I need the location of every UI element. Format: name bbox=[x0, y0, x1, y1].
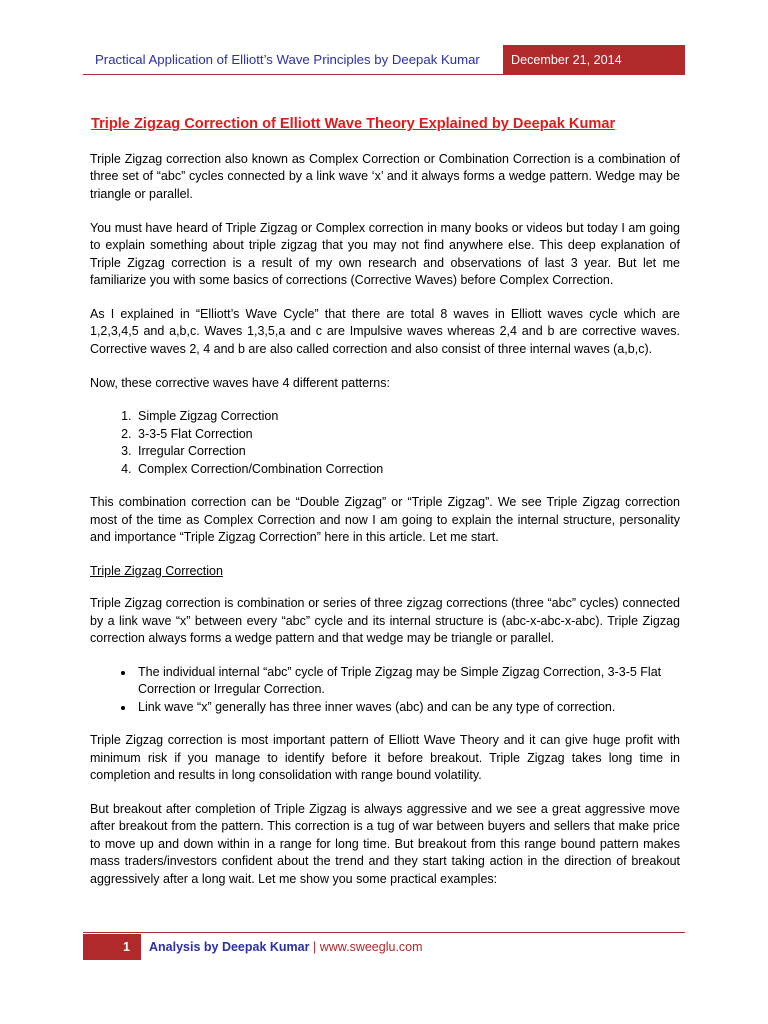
paragraph-breakout: But breakout after completion of Triple Zigzag is always aggressive and we see a great aggressive move after breakout from the pattern. This correction is a tug of war between buyers and sellers that make price to move up and down within in a range for long time. But breakout from this range bound pattern makes mass traders/investors confident about the trend and they start taking action in the direction of breakout aggressively after a long wait. Let me show you some practical examples: bbox=[90, 801, 680, 886]
paragraph-research: You must have heard of Triple Zigzag or Complex correction in many books or videos but today I am going to explain something about triple zigzag that you may not find anywhere else. This deep explanation of Triple Zigzag correction is a result of my own research and observations of last 3 year. But let me familiarize you with some basics of corrections (Corrective Waves) before Complex Correction. bbox=[90, 220, 680, 287]
paragraph-wave-cycle: As I explained in “Elliott’s Wave Cycle” that there are total 8 waves in Elliott waves cycle which are 1,2,3,4,5 and a,b,c. Waves 1,3,5,a and c are Impulsive waves whereas 2,4 and b are corrective waves. Corrective waves 2, 4 and b are also called correction and also consist of three internal waves (a,b,c). bbox=[90, 306, 680, 356]
list-item: 1. Simple Zigzag Correction bbox=[135, 408, 680, 425]
list-item: • The individual internal “abc” cycle of Triple Zigzag may be Simple Zigzag Correction, 3-3-5 Flat Correction or Irregular Correction. bbox=[135, 664, 680, 699]
header-date: December 21, 2014 bbox=[503, 45, 685, 75]
footer-link[interactable]: www.sweeglu.com bbox=[319, 940, 423, 954]
page-header bbox=[83, 45, 685, 75]
footer-divider bbox=[83, 932, 685, 933]
list-item: 3. Irregular Correction bbox=[135, 443, 680, 460]
paragraph-combination: This combination correction can be “Double Zigzag” or “Triple Zigzag”. We see Triple Zigzag correction most of the time as Complex Correction and now I am going to explain the internal structure, personality and importance “Triple Zigzag Correction” here in this article. Let me start. bbox=[90, 495, 680, 544]
footer-separator: | bbox=[312, 940, 317, 954]
paragraph-intro: Triple Zigzag correction also known as Complex Correction or Combination Correction is a combination of three set of “abc” cycles connected by a link wave ‘x’ and it always forms a wedge pattern. Wedge may be triangle or parallel. bbox=[90, 152, 680, 201]
list-item: 4. Complex Correction/Combination Correction bbox=[135, 461, 680, 478]
paragraph-patterns-intro: Now, these corrective waves have 4 different patterns: bbox=[90, 375, 390, 390]
header-title: Practical Application of Elliott’s Wave Principles by Deepak Kumar bbox=[83, 45, 503, 75]
article-title: Triple Zigzag Correction of Elliott Wave Theory Explained by Deepak Kumar bbox=[91, 116, 616, 132]
page-number: 1 bbox=[83, 934, 141, 960]
pattern-list bbox=[90, 408, 680, 478]
page-footer bbox=[83, 932, 685, 960]
list-item: 2. 3-3-5 Flat Correction bbox=[135, 426, 680, 443]
list-item: • Link wave “x” generally has three inner waves (abc) and can be any type of correction. bbox=[135, 699, 680, 716]
footer-author: Analysis by Deepak Kumar bbox=[149, 940, 310, 954]
bullet-list bbox=[90, 664, 680, 716]
paragraph-importance: Triple Zigzag correction is most important pattern of Elliott Wave Theory and it can give huge profit with minimum risk if you manage to identify before it before breakout. Triple Zigzag takes long time in completion and results in long consolidation with range bound volatility. bbox=[90, 733, 680, 782]
section-heading: Triple Zigzag Correction bbox=[90, 563, 223, 578]
footer-text bbox=[149, 934, 423, 960]
article-body bbox=[90, 114, 680, 904]
paragraph-definition: Triple Zigzag correction is combination or series of three zigzag corrections (three “abc” cycles) connected by a link wave “x” between every “abc” cycle and its internal structure is (abc-x-abc-x-abc). Triple Zigzag correction always forms a wedge pattern and that wedge may be triangle or parallel. bbox=[90, 596, 680, 646]
